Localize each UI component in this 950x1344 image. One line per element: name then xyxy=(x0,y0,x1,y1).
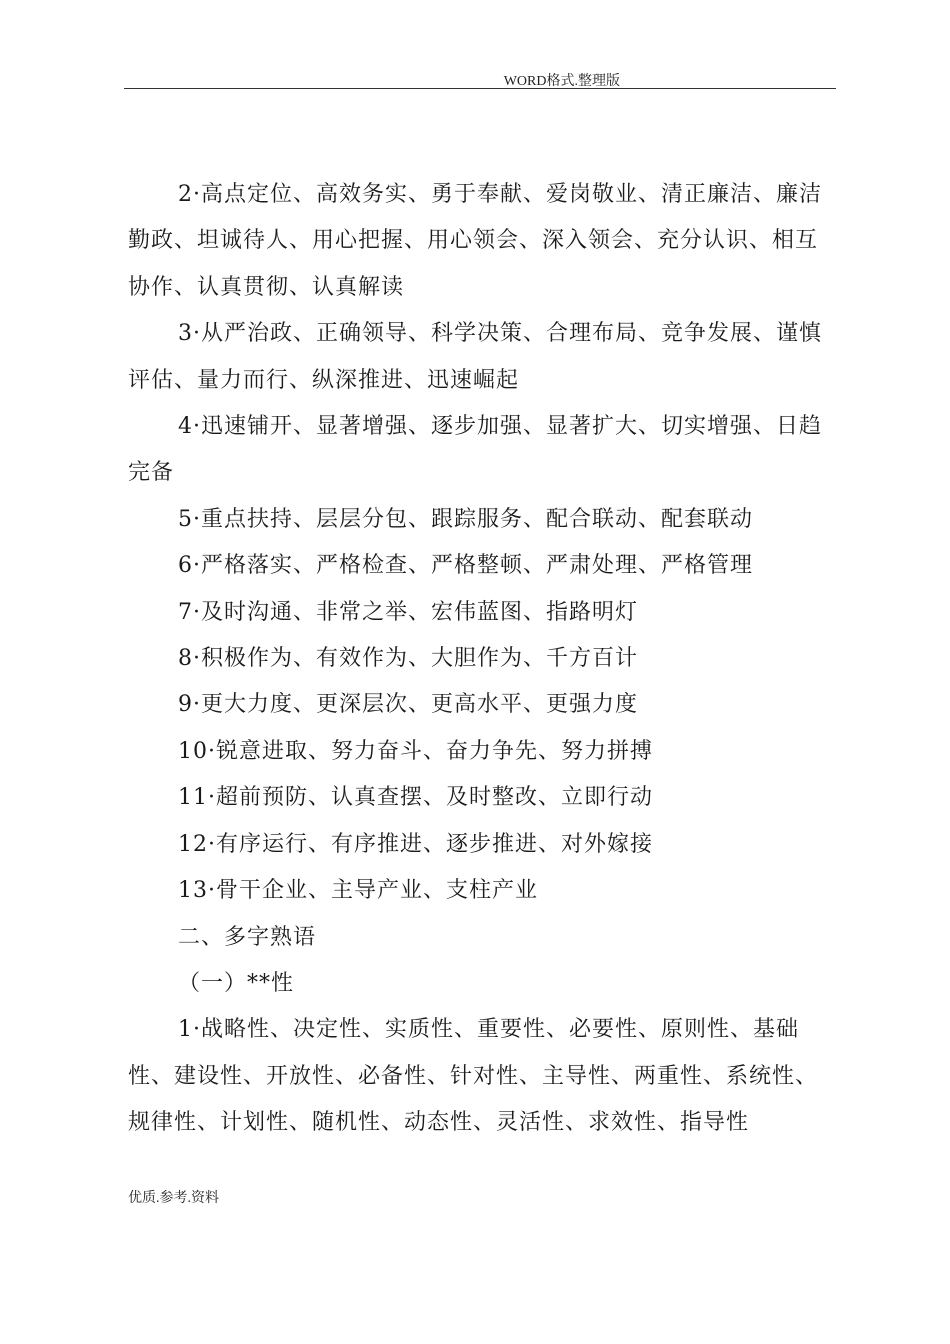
paragraph-6: 6·严格落实、严格检查、严格整顿、严肃处理、严格管理 xyxy=(178,553,753,579)
document-body xyxy=(128,172,840,1147)
paragraph-13: 13·骨干企业、主导产业、支柱产业 xyxy=(178,878,538,904)
section-heading: 二、多字熟语 xyxy=(178,924,317,950)
paragraph-3: 3·从严治政、正确领导、科学决策、合理布局、竞争发展、谨慎评估、量力而行、纵深推进、迅速崛起 xyxy=(128,321,822,393)
section-subheading: （一）**性 xyxy=(178,970,295,996)
page-footer: 优质.参考.资料 xyxy=(128,1191,219,1206)
paragraph-5: 5·重点扶持、层层分包、跟踪服务、配合联动、配套联动 xyxy=(178,506,753,532)
section-paragraph-1: 1·战略性、决定性、实质性、重要性、必要性、原则性、基础性、建设性、开放性、必备性、针对性、主导性、两重性、系统性、规律性、计划性、随机性、动态性、灵活性、求效性、指导性 xyxy=(128,1017,819,1136)
paragraph-10: 10·锐意进取、努力奋斗、奋力争先、努力拼搏 xyxy=(178,738,653,764)
header-divider xyxy=(124,88,836,89)
paragraph-7: 7·及时沟通、非常之举、宏伟蓝图、指路明灯 xyxy=(178,599,638,625)
paragraph-8: 8·积极作为、有效作为、大胆作为、千方百计 xyxy=(178,646,638,672)
paragraph-11: 11·超前预防、认真查摆、及时整改、立即行动 xyxy=(178,785,653,811)
paragraph-2: 2·高点定位、高效务实、勇于奉献、爱岗敬业、清正廉洁、廉洁勤政、坦诚待人、用心把握、用心领会、深入领会、充分认识、相互协作、认真贯彻、认真解读 xyxy=(128,182,822,300)
paragraph-9: 9·更大力度、更深层次、更高水平、更强力度 xyxy=(178,692,638,718)
page-header: WORD格式.整理版 xyxy=(503,74,620,89)
paragraph-12: 12·有序运行、有序推进、逐步推进、对外嫁接 xyxy=(178,831,653,857)
paragraph-4: 4·迅速铺开、显著增强、逐步加强、显著扩大、切实增强、日趋完备 xyxy=(128,414,822,486)
